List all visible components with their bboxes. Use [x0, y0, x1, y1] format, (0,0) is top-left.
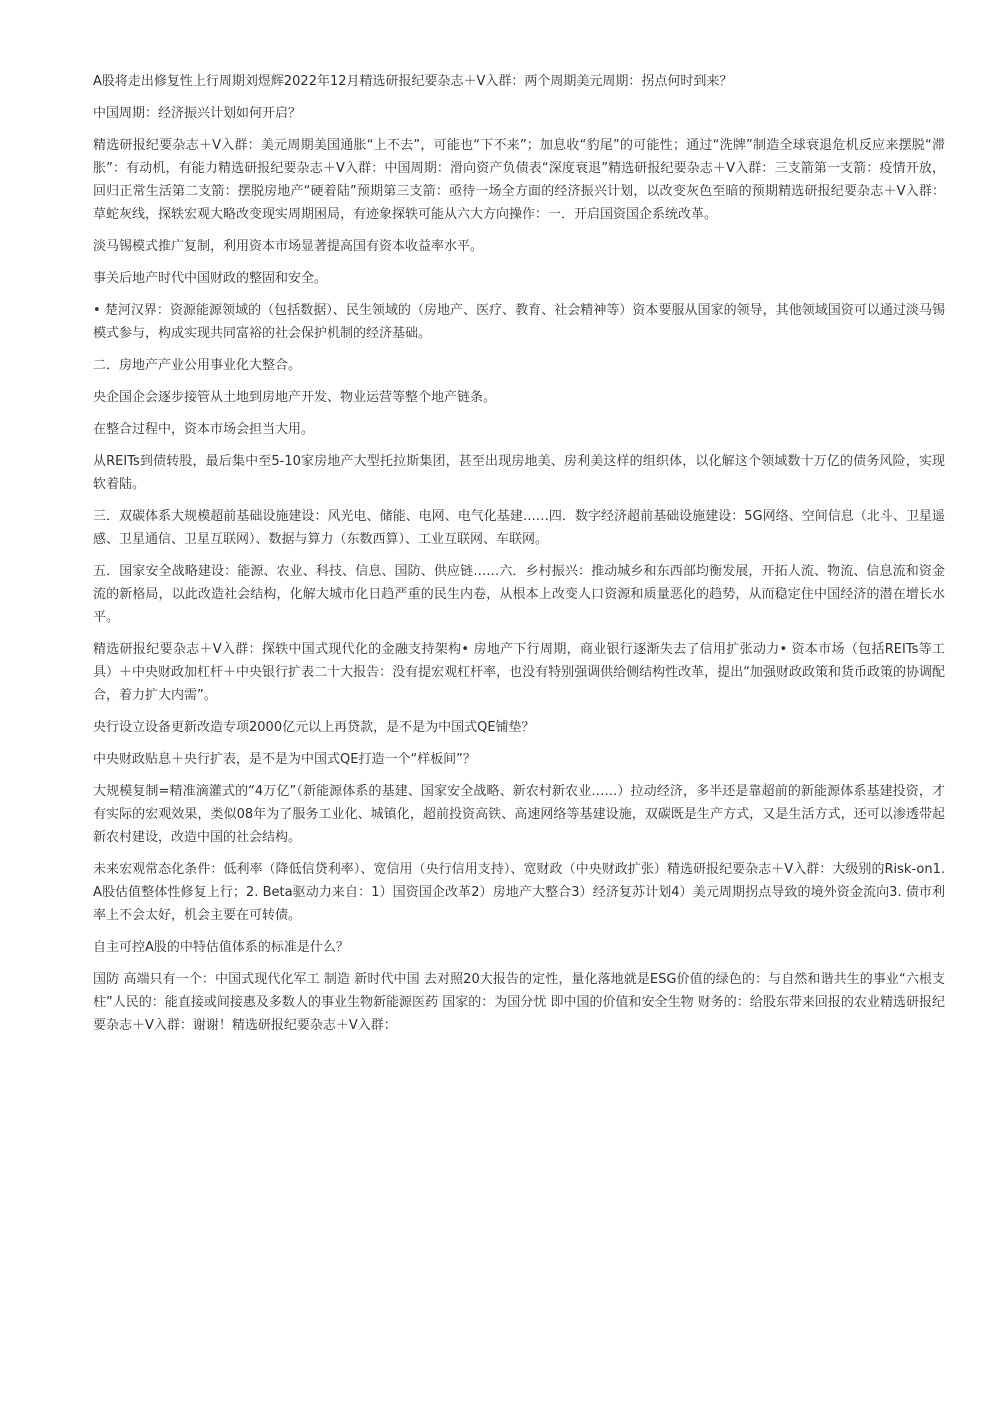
paragraph-macro-conditions: 未来宏观常态化条件：低利率（降低信贷利率）、宽信用（央行信用支持）、宽财政（中央财政扩张）精选研报纪要杂志＋V入群：大级别的Risk-on1. A股估值整体性修复上行；2. Beta驱动力来自：1）国资国企改革2）房地产大整合3）经济复苏计划4）美元周期拐点导致的境外资金流向3. 债市利率上不会太好，机会主要在可转债。	[93, 862, 945, 923]
paragraph-title: A股将走出修复性上行周期刘煜辉2022年12月精选研报纪要杂志＋V入群：两个周期美元周期：拐点何时到来？	[93, 74, 733, 89]
document-body	[93, 70, 945, 1046]
paragraph-relending: 央行设立设备更新改造专项2000亿元以上再贷款，是不是为中国式QE铺垫？	[93, 720, 535, 735]
paragraph-fiscal: 事关后地产时代中国财政的整固和安全。	[93, 271, 328, 286]
paragraph-closing: 国防 高端只有一个：中国式现代化军工 制造 新时代中国 去对照20大报告的定性，量化落地就是ESG价值的绿色的：与自然和谐共生的事业“六根支柱”人民的：能直接或间接惠及多数人的事业生物新能源医药 国家的：为国分忧 即中国的价值和安全生物 财务的：给股东带来回报的农业精选研报纪要杂志＋V入群：谢谢！精选研报纪要杂志＋V入群：	[93, 972, 945, 1033]
paragraph-boundary: • 楚河汉界：资源能源领域的（包括数据）、民生领域的（房地产、医疗、教育、社会精神等）资本要服从国家的领导，其他领域国资可以通过淡马锡模式参与，构成实现共同富裕的社会保护机制的经济基础。	[93, 303, 945, 341]
paragraph-valuation-question: 自主可控A股的中特估值体系的标准是什么？	[93, 940, 349, 955]
paragraph-real-estate: 二．房地产产业公用事业化大整合。	[93, 358, 302, 373]
paragraph-china-cycle: 中国周期：经济振兴计划如何开启？	[93, 106, 302, 121]
paragraph-dollar-cycle: 精选研报纪要杂志＋V入群：美元周期美国通胀“上不去”，可能也“下不来”；加息收“豹尾”的可能性；通过“洗牌”制造全球衰退危机反应来摆脱“滞胀”：有动机，有能力精选研报纪要杂志＋V入群：中国周期：滑向资产负债表“深度衰退”精选研报纪要杂志＋V入群：三支箭第一支箭：疫情开放，回归正常生活第二支箭：摆脱房地产“硬着陆”预期第三支箭：亟待一场全方面的经济振兴计划，以改变灰色至暗的预期精选研报纪要杂志＋V入群：草蛇灰线，探轶宏观大略改变现实周期困局，有迹象探轶可能从六大方向操作：一．开启国资国企系统改革。	[93, 138, 945, 222]
paragraph-reits: 从REITs到债转股，最后集中至5-10家房地产大型托拉斯集团，甚至出现房地美、房利美这样的组织体，以化解这个领域数十万亿的债务风险，实现软着陆。	[93, 454, 945, 492]
paragraph-temasek: 淡马锡模式推广复制，利用资本市场显著提高国有资本收益率水平。	[93, 239, 484, 254]
paragraph-four-trillion: 大规模复制=精准滴灌式的“4万亿”（新能源体系的基建、国家安全战略、新农村新农业……）拉动经济，多半还是靠超前的新能源体系基建投资，才有实际的宏观效果，类似08年为了服务工业化、城镇化，超前投资高铁、高速网络等基建设施，双碳既是生产方式，又是生活方式，还可以渗透带起新农村建设，改造中国的社会结构。	[93, 784, 945, 845]
paragraph-capital-market: 在整合过程中，资本市场会担当大用。	[93, 422, 315, 437]
paragraph-financial-support: 精选研报纪要杂志＋V入群：探轶中国式现代化的金融支持架构• 房地产下行周期，商业银行逐渐失去了信用扩张动力• 资本市场（包括REITs等工具）＋中央财政加杠杆＋中央银行扩表二十大报告：没有提宏观杠杆率，也没有特别强调供给侧结构性改革，提出“加强财政政策和货币政策的协调配合，着力扩大内需”。	[93, 642, 945, 703]
paragraph-security-rural: 五．国家安全战略建设：能源、农业、科技、信息、国防、供应链……六．乡村振兴：推动城乡和东西部均衡发展，开拓人流、物流、信息流和资金流的新格局，以此改造社会结构，化解大城市化日趋严重的民生内卷，从根本上改变人口资源和质量恶化的趋势，从而稳定住中国经济的潜在增长水平。	[93, 564, 945, 625]
paragraph-carbon-digital: 三．双碳体系大规模超前基础设施建设：风光电、储能、电网、电气化基建……四．数字经济超前基础设施建设：5G网络、空间信息（北斗、卫星遥感、卫星通信、卫星互联网）、数据与算力（东数西算）、工业互联网、车联网。	[93, 509, 945, 547]
paragraph-qe-sample: 中央财政贴息＋央行扩表，是不是为中国式QE打造一个“样板间”？	[93, 752, 476, 767]
paragraph-soe-takeover: 央企国企会逐步接管从土地到房地产开发、物业运营等整个地产链条。	[93, 390, 497, 405]
